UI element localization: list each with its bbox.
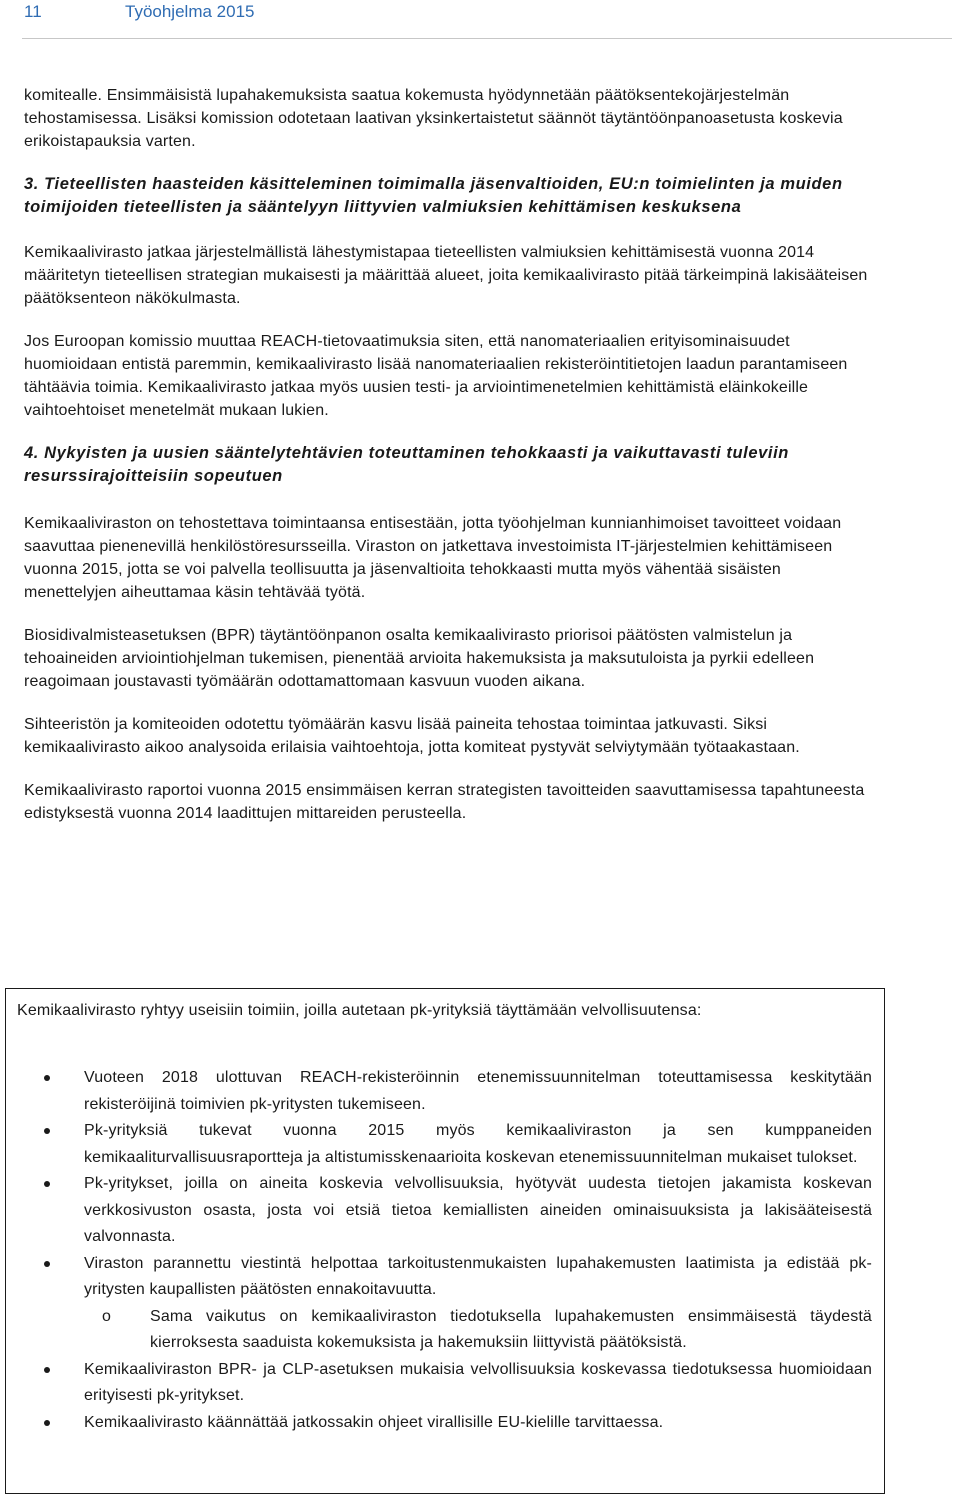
- list-item-text: Pk-yrityksiä tukevat vuonna 2015 myös kemikaaliviraston ja sen kumppaneiden kemikaaliturvallisuusraportteja ja altistumisskenaarioita koskevan etenemissuunnitelman mukaiset tulokset.: [84, 1122, 872, 1166]
- header-divider: [22, 38, 952, 39]
- sub-list: [84, 1304, 872, 1357]
- bullet-icon: [44, 1367, 50, 1373]
- bullet-icon: [44, 1261, 50, 1267]
- page-header: [0, 0, 960, 40]
- main-content: [24, 84, 874, 845]
- section-4-paragraph: Sihteeristön ja komiteoiden odotettu työmäärän kasvu lisää paineita tehostaa toimintaa jatkuvasti. Siksi kemikaalivirasto aikoo analysoida erilaisia vaihtoehtoja, jotta komiteat pystyvät selviytymään työtaakastaan.: [24, 716, 800, 756]
- bullet-icon: [44, 1075, 50, 1081]
- box-bullet-list: [16, 1065, 872, 1436]
- section-4-paragraph: Kemikaalivirasto raportoi vuonna 2015 ensimmäisen kerran strategisten tavoitteiden saavuttamisessa tapahtuneesta edistyksestä vuonna 2014 laadittujen mittareiden perusteella.: [24, 782, 865, 822]
- sub-list-item-text: Sama vaikutus on kemikaaliviraston tiedotuksella lupahakemusten ensimmäisestä täydestä kierroksesta saaduista kokemuksista ja hakemuksiin liittyvistä päätöksistä.: [150, 1307, 872, 1351]
- section-4-heading: 4. Nykyisten ja uusien sääntelytehtävien toteuttaminen tehokkaasti ja vaikuttavasti tuleviin resurssirajoitteisiin sopeutuen: [24, 444, 789, 485]
- section-3-paragraph: Jos Euroopan komissio muuttaa REACH-tietovaatimuksia siten, että nanomateriaalien erityisominaisuudet huomioidaan entistä paremmin, kemikaalivirasto lisää nanomateriaalien rekisteröintitietojen laadun parantamiseen tähtäävia toimia. Kemikaalivirasto jatkaa myös uusien testi- ja arviointimenetelmien kehittämistä eläinkokeille vaihtoehtoiset menetelmät mukaan lukien.: [24, 333, 848, 419]
- list-item-text: Vuoteen 2018 ulottuvan REACH-rekisteröinnin etenemissuunnitelman toteuttamisessa keskitytään rekisteröijinä toimivien pk-yritysten tukemiseen.: [84, 1069, 872, 1113]
- sub-list-item: [84, 1304, 872, 1357]
- list-item: [16, 1171, 872, 1251]
- intro-paragraph: komitealle. Ensimmäisistä lupahakemuksista saatua kokemusta hyödynnetään päätöksentekojärjestelmän tehostamisessa. Lisäksi komission odotetaan laativan yksinkertaistetut säännöt täytäntöönpanoasetusta koskevia erikoistapauksia varten.: [24, 87, 843, 150]
- list-item-text: Pk-yritykset, joilla on aineita koskevia velvollisuuksia, hyötyvät uudesta tietojen jakamista koskevan verkkosivuston osasta, josta voi etsiä tietoa kemiallisten aineiden ominaisuuksista ja lakisääteisestä valvonnasta.: [84, 1175, 872, 1245]
- list-item: [16, 1410, 872, 1437]
- section-4-paragraph: Biosidivalmisteasetuksen (BPR) täytäntöönpanon osalta kemikaalivirasto priorisoi päätösten valmistelun ja tehoaineiden arviointiohjelman tukemisen, pienentää arvioita hakemuksista ja maksutuloista ja pyrkii edelleen reagoimaan joustavasti työmäärän odottamattomaan kasvuun vuoden aikana.: [24, 627, 815, 690]
- circle-bullet-icon: o: [102, 1307, 112, 1325]
- list-item: [16, 1251, 872, 1357]
- page-number: 11: [24, 2, 42, 21]
- box-intro: Kemikaalivirasto ryhtyy useisiin toimiin, joilla autetaan pk-yrityksiä täyttämään velvollisuutensa:: [17, 1002, 702, 1019]
- list-item: [16, 1357, 872, 1410]
- list-item-text: Kemikaaliviraston BPR- ja CLP-asetuksen mukaisia velvollisuuksia koskevassa tiedotuksessa huomioidaan erityisesti pk-yritykset.: [84, 1360, 872, 1404]
- section-3-heading: 3. Tieteellisten haasteiden käsitteleminen toimimalla jäsenvaltioiden, EU:n toimielinten ja muiden toimijoiden tieteellisten ja sääntelyyn liittyvien valmiuksien kehittämisen keskuksena: [24, 175, 843, 216]
- document-title: Työohjelma 2015: [125, 2, 255, 21]
- list-item: [16, 1065, 872, 1118]
- section-4-paragraph: Kemikaaliviraston on tehostettava toimintaansa entisestään, jotta työohjelman kunnianhimoiset tavoitteet voidaan saavuttaa pienenevillä henkilöstöresursseilla. Viraston on jatkettava investoimista IT-järjestelmien kehittämiseen vuonna 2015, jotta se voi palvella teollisuutta ja jäsenvaltioita tehokkaasti mutta myös vähentää sisäisten menettelyjen aiheuttamaa käsin tehtävää työtä.: [24, 515, 842, 601]
- sme-support-box: [5, 988, 885, 1494]
- list-item: [16, 1118, 872, 1171]
- bullet-icon: [44, 1181, 50, 1187]
- bullet-icon: [44, 1128, 50, 1134]
- section-3-paragraph: Kemikaalivirasto jatkaa järjestelmällistä lähestymistapaa tieteellisten valmiuksien kehittämisestä vuonna 2014 määritetyn tieteellisen strategian mukaisesti ja määrittää alueet, joita kemikaalivirasto pitää tärkeimpinä lakisääteisen päätöksenteon näkökulmasta.: [24, 244, 868, 307]
- list-item-text: Viraston parannettu viestintä helpottaa tarkoitustenmukaisten lupahakemusten laatimista ja edistää pk-yritysten kaupallisten päätösten ennakoitavuutta.: [84, 1254, 872, 1298]
- list-item-text: Kemikaalivirasto käännättää jatkossakin ohjeet virallisille EU-kielille tarvittaessa.: [84, 1413, 664, 1431]
- bullet-icon: [44, 1420, 50, 1426]
